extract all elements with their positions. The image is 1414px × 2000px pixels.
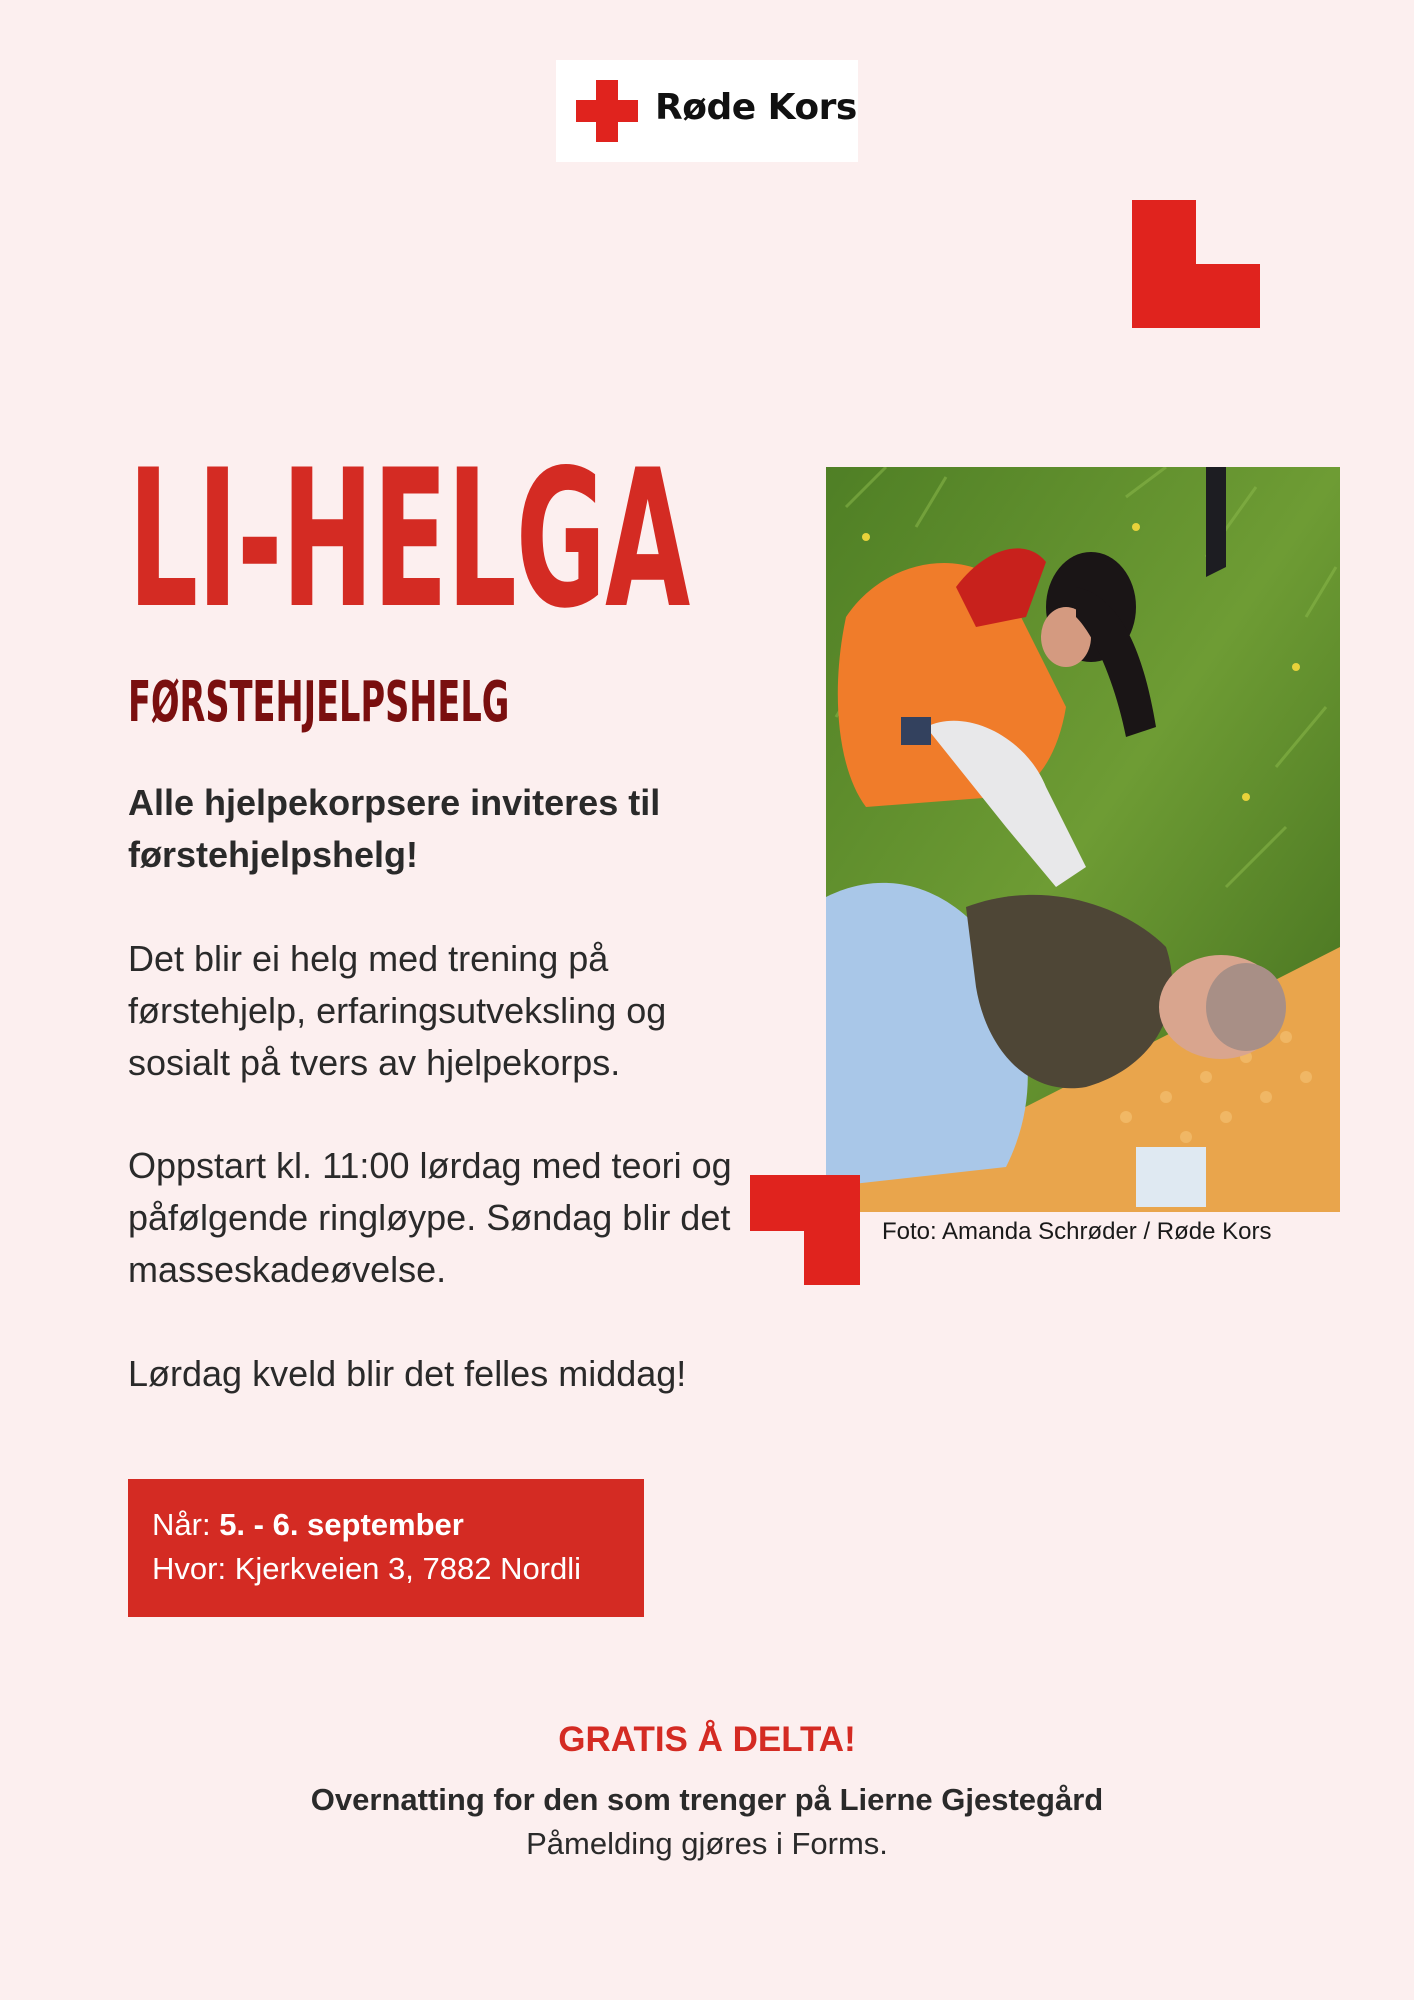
page-title: LI-HELGA xyxy=(128,429,690,650)
logo-text: Røde Kors xyxy=(655,87,857,128)
page-subtitle: FØRSTEHJELPSHELG xyxy=(128,670,510,735)
decorative-step-shape-foot xyxy=(804,1175,860,1285)
event-where xyxy=(152,1547,644,1591)
photo-credit: Foto: Amanda Schrøder / Røde Kors xyxy=(882,1218,1272,1245)
where-value: Kjerkveien 3, 7882 Nordli xyxy=(234,1551,582,1586)
event-when xyxy=(152,1503,644,1547)
event-info-box xyxy=(128,1479,644,1617)
decorative-corner-shape-foot xyxy=(1132,264,1260,328)
paragraph-training: Det blir ei helg med trening på førstehjelp, erfaringsutveksling og sosialt på tvers av hjelpekorps. xyxy=(128,938,667,1083)
accommodation-notice: Overnatting for den som trenger på Lierne Gjestegård xyxy=(310,1782,1104,1817)
where-label: Hvor: xyxy=(152,1551,235,1586)
free-notice: GRATIS Å DELTA! xyxy=(558,1720,856,1759)
paragraph-schedule: Oppstart kl. 11:00 lørdag med teori og påfølgende ringløype. Søndag blir det masseskadeøvelse. xyxy=(128,1145,732,1290)
when-label: Når: xyxy=(152,1507,220,1542)
paragraph-dinner: Lørdag kveld blir det felles middag! xyxy=(128,1353,687,1394)
red-cross-logo xyxy=(556,60,858,162)
lead-text: Alle hjelpekorpsere inviteres til førstehjelpshelg! xyxy=(128,782,661,875)
first-aid-photo xyxy=(826,467,1340,1212)
red-cross-icon xyxy=(576,80,638,142)
registration-notice: Påmelding gjøres i Forms. xyxy=(526,1826,888,1861)
when-value: 5. - 6. september xyxy=(219,1507,464,1542)
